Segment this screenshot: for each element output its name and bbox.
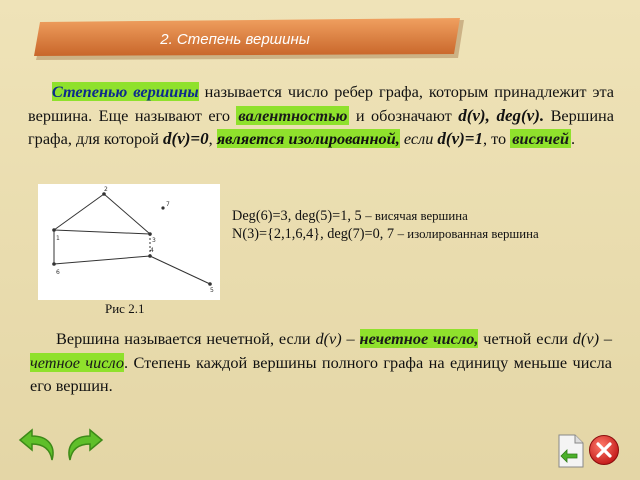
neighbors-line-main: N(3)={2,1,6,4}, deg(7)=0, 7 xyxy=(232,225,398,242)
vertex-6 xyxy=(52,262,56,266)
term-isolated: является изолированной, xyxy=(216,129,400,148)
vertex-label-4: 4 xyxy=(150,247,154,254)
vertex-5 xyxy=(208,282,212,286)
section-banner xyxy=(34,18,464,62)
vertex-3 xyxy=(148,232,152,236)
vertex-label-6: 6 xyxy=(56,269,60,276)
para2-dash2: – xyxy=(599,329,613,348)
definition-paragraph xyxy=(28,80,614,151)
vertex-label-3: 3 xyxy=(152,237,156,244)
para1-text4: , xyxy=(208,129,217,148)
degree-line-note: – висячая вершина xyxy=(365,209,468,223)
para2-text1: Вершина называется нечетной, если xyxy=(56,329,316,348)
edge-2-3 xyxy=(104,194,150,234)
degree-line xyxy=(232,208,612,226)
formula-d0: d(v)=0 xyxy=(163,129,209,148)
para1-text3: Вершина графа, для которой xyxy=(28,105,614,148)
vertex-label-2: 2 xyxy=(104,186,108,193)
vertex-1 xyxy=(52,228,56,232)
document-icon[interactable] xyxy=(557,434,585,468)
edge-6-4 xyxy=(54,256,150,264)
back-arrow-icon[interactable] xyxy=(18,424,58,464)
figure-caption: Рис 2.1 xyxy=(105,301,145,316)
forward-arrow-icon[interactable] xyxy=(64,424,104,464)
figure-explanation xyxy=(232,208,612,243)
vertex-7 xyxy=(161,206,164,209)
edge-1-3 xyxy=(54,230,150,234)
vertex-label-1: 1 xyxy=(56,235,60,242)
para1-if: если xyxy=(399,129,438,148)
close-icon[interactable] xyxy=(588,434,620,466)
neighbors-line-note: – изолированная вершина xyxy=(397,226,539,241)
para1-end: . xyxy=(571,129,576,148)
edge-4-5 xyxy=(150,256,210,284)
para2-text2: четной если xyxy=(478,329,573,348)
para2-dash1: – xyxy=(341,329,360,348)
vertex-4 xyxy=(148,254,152,258)
degree-notation: d(v), deg(v). xyxy=(458,105,545,125)
vertex-label-7: 7 xyxy=(166,201,170,208)
term-even-number: четное число xyxy=(30,352,124,372)
odd-even-paragraph xyxy=(30,327,612,398)
edge-2-1 xyxy=(54,194,104,230)
term-odd-number: нечетное число, xyxy=(359,329,479,348)
degree-line-main: Deg(6)=3, deg(5)=1, 5 xyxy=(232,208,366,224)
formula-d1: d(v)=1 xyxy=(437,129,483,148)
para2-text3: . Степень каждой вершины полного графа на единицу меньше числа его вершин. xyxy=(30,352,612,395)
term-valence: валентностью xyxy=(238,105,348,125)
para2-dv1: d(v) xyxy=(315,329,342,348)
para1-then: , то xyxy=(482,129,511,148)
term-vertex-degree: Степенью вершины xyxy=(51,82,199,101)
banner-title: 2. Степень вершины xyxy=(160,31,310,48)
neighbors-line xyxy=(232,226,612,244)
graph-figure xyxy=(38,184,220,300)
vertex-label-5: 5 xyxy=(210,287,214,294)
para1-text1: называется число ребер графа, которым принадлежит эта вершина. Еще называют его xyxy=(28,82,614,125)
term-hanging: висячей xyxy=(512,129,570,148)
para2-dv2: d(v) xyxy=(572,329,600,348)
para1-text2: и обозначают xyxy=(349,105,459,125)
graph-diagram xyxy=(38,184,220,300)
